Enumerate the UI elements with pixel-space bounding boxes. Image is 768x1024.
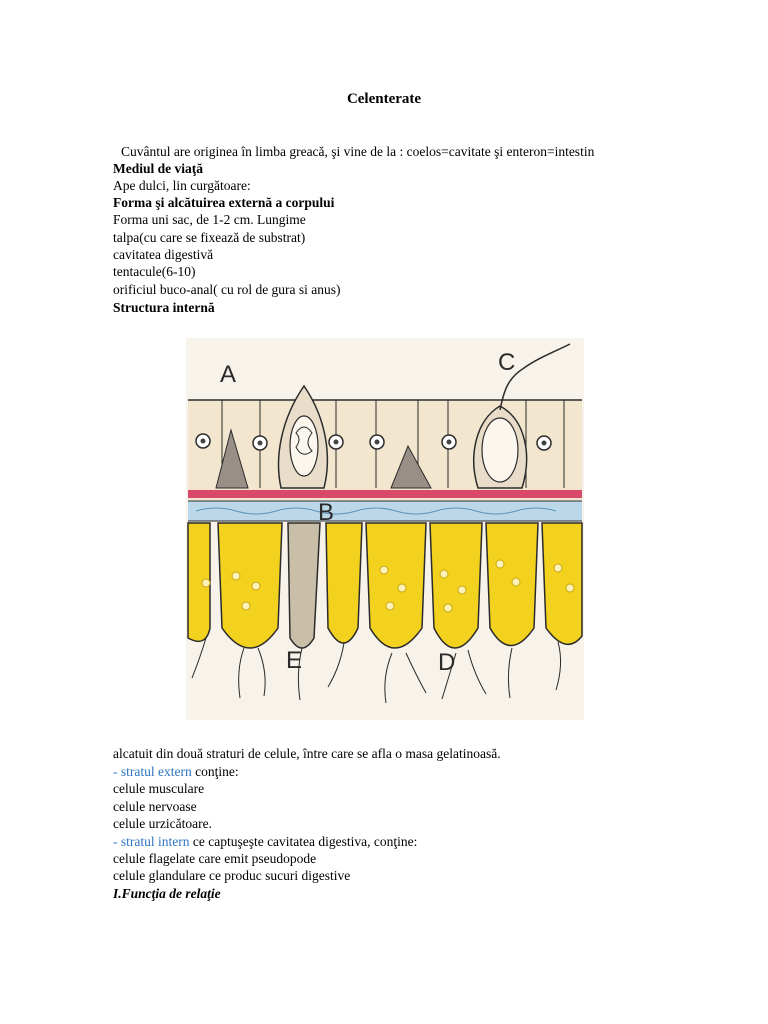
label-b: B bbox=[318, 499, 335, 526]
form-heading: Forma şi alcătuirea externă a corpului bbox=[113, 195, 335, 210]
label-c: C bbox=[498, 349, 516, 376]
extern-item: celule urzicătoare. bbox=[113, 816, 212, 831]
label-e: E bbox=[286, 647, 303, 674]
extern-line bbox=[113, 763, 239, 780]
intern-line bbox=[113, 833, 417, 850]
extern-item: celule musculare bbox=[113, 781, 205, 796]
function-heading: I.Funcţia de relaţie bbox=[113, 886, 221, 901]
intern-label: - stratul intern bbox=[113, 834, 190, 849]
habitat-heading: Mediul de viaţă bbox=[113, 161, 203, 176]
intro-text: Cuvântul are originea în limba greacă, şi vine de la : coelos=cavitate şi enteron=intestin bbox=[121, 144, 595, 159]
label-d: D bbox=[438, 649, 456, 676]
extern-label: - stratul extern bbox=[113, 764, 192, 779]
composition-text: alcatuit din două straturi de celule, între care se afla o masa gelatinoasă. bbox=[113, 746, 501, 761]
extern-suffix: conţine: bbox=[191, 764, 239, 779]
cell-layers-illustration bbox=[186, 338, 584, 720]
form-line: tentacule(6-10) bbox=[113, 264, 196, 279]
structure-heading: Structura internă bbox=[113, 300, 215, 315]
intern-item: celule glandulare ce produc sucuri digestive bbox=[113, 868, 351, 883]
form-line: Forma uni sac, de 1-2 cm. Lungime bbox=[113, 212, 306, 227]
intern-suffix: ce captuşeşte cavitatea digestiva, conţine: bbox=[189, 834, 418, 849]
form-line: orificiul buco-anal( cu rol de gura si anus) bbox=[113, 282, 341, 297]
extern-item: celule nervoase bbox=[113, 799, 197, 814]
habitat-text: Ape dulci, lin curgătoare: bbox=[113, 178, 251, 193]
form-line: cavitatea digestivă bbox=[113, 247, 214, 262]
intern-item: celule flagelate care emit pseudopode bbox=[113, 851, 317, 866]
page-title: Celenterate bbox=[346, 91, 422, 107]
label-a: A bbox=[220, 361, 237, 388]
form-line: talpa(cu care se fixează de substrat) bbox=[113, 230, 306, 245]
